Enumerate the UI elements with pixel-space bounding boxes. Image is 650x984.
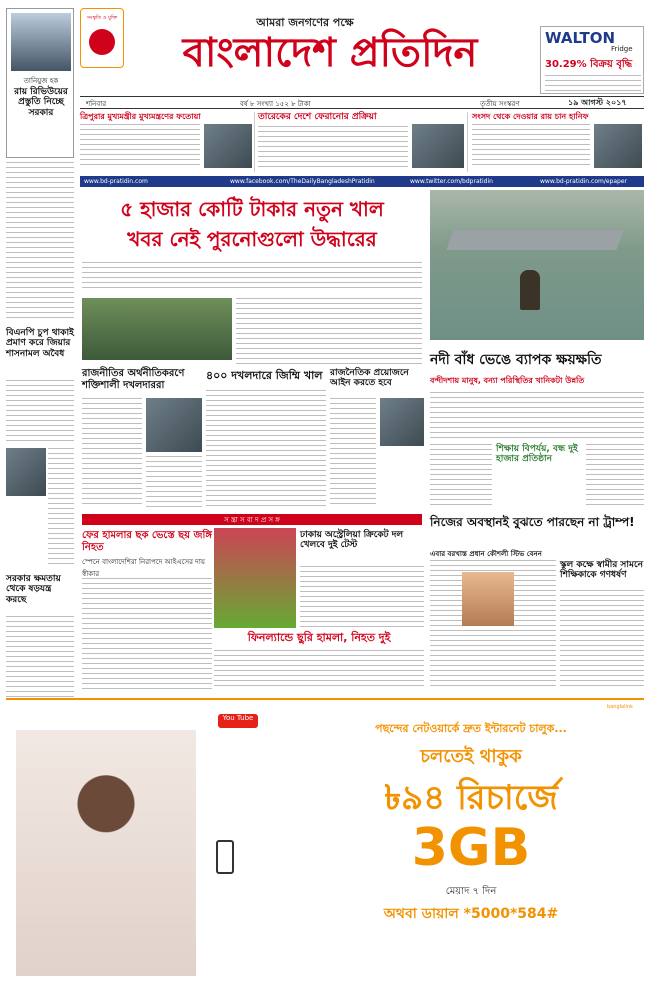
left-col-text-2 (6, 380, 74, 444)
ad-dial: অথবা ডায়াল *5000*584# (383, 906, 559, 922)
school-text (560, 590, 644, 690)
ad-name: তানিয়ুজ হক (23, 77, 59, 85)
khal-headline[interactable]: ৪০০ দখলদারে জিম্মি খাল (206, 369, 323, 382)
lead-body (236, 298, 422, 364)
spain-headline[interactable]: ফের হামলার ছক ভেস্তে ছয় জঙ্গি নিহত (82, 530, 212, 553)
badge-logo-icon (89, 29, 115, 55)
left-col-photo (6, 448, 46, 496)
finland-headline[interactable]: ফিনল্যান্ডে ছুরি হামলা, নিহত দুই (247, 631, 391, 644)
teaser-2-text (258, 126, 408, 168)
lead-headline-2[interactable]: খবর নেই পুরনোগুলো উদ্ধারের (127, 227, 377, 251)
model-photo (16, 730, 196, 976)
ad-tagline-2: চলতেই থাকুক (420, 746, 522, 767)
edition: তৃতীয় সংস্করণ (480, 100, 520, 108)
flood-text-2 (430, 444, 492, 508)
social-bar (80, 176, 644, 187)
education-text (586, 444, 644, 508)
education-headline[interactable]: শিক্ষায় বিপর্যয়, বন্ধ দুই হাজার প্রতিষ্ঠান (496, 444, 578, 465)
trump-photo (462, 572, 514, 626)
rob-photo (380, 398, 424, 446)
teaser-3-text (472, 124, 590, 168)
date-bar (80, 96, 644, 109)
school-headline[interactable]: স্কুল কক্ষে স্বামীর সামনে শিক্ষিকাকে গণধর্ষণ (560, 560, 643, 581)
teaser-1-headline: ত্রিপুরার মুখ্যমন্ত্রীর মুখ্যমন্ত্রণের ফতোয়া (80, 112, 201, 121)
trump-headline[interactable]: নিজের অবস্থানই বুঝতে পারছেন না ট্রাম্প! (430, 515, 635, 529)
cricket-text (300, 566, 424, 628)
teaser-3-photo (594, 124, 642, 168)
rob-text (330, 398, 376, 508)
walton-product: Fridge (611, 45, 633, 53)
facebook-link[interactable]: www.facebook.com/TheDailyBangladeshPratidin (230, 178, 375, 185)
teaser-2-photo (412, 124, 464, 168)
epaper-link[interactable]: www.bd-pratidin.com/epaper (540, 178, 627, 185)
lead-text (82, 262, 422, 292)
politician-photo (11, 13, 71, 71)
rob-headline[interactable]: রাজনৈতিক প্রয়োজনে আইন করতে হবে (330, 368, 409, 389)
flood-headline[interactable]: নদী বাঁধ ভেঙে ব্যাপক ক্ষয়ক্ষতি (430, 352, 602, 368)
left-col-text-1 (6, 162, 74, 322)
teaser-1-text (80, 124, 200, 168)
ad-data: 3GB (411, 818, 531, 878)
ad-tagline-1: পছন্দের নেটওয়ার্কে দ্রুত ইন্টারনেট চালুক... (375, 722, 567, 735)
spain-photo (214, 528, 296, 628)
twitter-link[interactable]: www.twitter.com/bdpratidin (410, 178, 493, 185)
teaser-1[interactable] (80, 112, 255, 172)
date: ১৯ আগস্ট ২০১৭ (568, 98, 627, 107)
issue-info: বর্ষ ৮ সংখ্যা ১৫২ ৮ টাকা (240, 100, 311, 108)
finland-text (214, 650, 424, 690)
walton-ad[interactable] (540, 26, 644, 94)
walton-logo: WALTON (545, 29, 616, 47)
walton-offer: 30.29% বিক্রয় বৃদ্ধি (545, 59, 633, 70)
politics-text-2 (146, 456, 202, 508)
spain-sub: স্পেনে বাংলাদেশিরা নিরাপদে আইএসের দায় স্বীকার (82, 558, 206, 578)
ad-headline: রায় রিভিউয়ের প্রস্তুতি নিচ্ছে সরকার (14, 87, 68, 118)
lead-headline-1[interactable]: ৫ হাজার কোটি টাকার নতুন খাল (120, 197, 384, 221)
ad-validity: মেয়াদ ৭ দিন (445, 886, 497, 897)
canal-photo (82, 298, 232, 360)
youtube-icon: You Tube (218, 714, 258, 728)
teaser-1-photo (204, 124, 252, 168)
badge-label: সংস্কৃতি ও যুক্তি (86, 15, 118, 21)
khal-text (206, 390, 326, 508)
teaser-3-headline: সংসদ থেকে দেওয়ার রায় চান হানিফ (472, 112, 589, 121)
brand-badge (80, 8, 124, 68)
website-link[interactable]: www.bd-pratidin.com (84, 178, 148, 185)
author-photo (146, 398, 202, 452)
spain-text (82, 578, 212, 690)
cricket-headline[interactable]: ঢাকায় অস্ট্রেলিয়া ক্রিকেট দল খেলবে দুই টেস্ট (300, 530, 404, 551)
flood-photo-person (520, 270, 540, 310)
ad-price: ৳৯৪ রিচার্জে (384, 778, 558, 818)
banglalink-ad[interactable] (6, 698, 644, 978)
left-col-text-3 (48, 448, 74, 568)
politics-headline[interactable]: রাজনীতির অর্থনীতিকরণে শক্তিশালী দখলদাররা (82, 368, 185, 391)
terror-band: স ন্ত্রা স বা দ প্র স ঙ্গ (82, 514, 422, 525)
left-ad[interactable] (6, 8, 74, 158)
phone-icon (216, 840, 234, 874)
teaser-3[interactable] (472, 112, 644, 172)
politics-text (82, 398, 142, 508)
trump-sub: এবার বরখাস্ত প্রধান কৌশলী স্টিভ বেনন (430, 550, 542, 558)
teaser-2[interactable] (258, 112, 468, 172)
flood-subhead[interactable]: বন্দীদশায় মানুষ, বন্যা পরিস্থিতির খানিকটা উন্নতি (430, 376, 585, 385)
flood-text (430, 392, 644, 440)
banglalink-logo: banglalink (607, 704, 633, 710)
flood-photo-roof (446, 230, 623, 250)
bnp-headline[interactable]: বিএনপি চুপ থাকাই প্রমাণ করে জিয়ার শাসনামল অবৈধ (6, 328, 74, 359)
day: শনিবার (86, 100, 107, 108)
govt-headline[interactable]: সরকার ক্ষমতায় থেকে ষড়যন্ত্র করছে (6, 574, 61, 605)
masthead-tagline: আমরা জনগণের পক্ষে (256, 16, 354, 29)
walton-text (545, 75, 641, 91)
flood-photo (430, 190, 644, 340)
masthead-title: বাংলাদেশ প্রতিদিন (182, 29, 478, 76)
teaser-2-headline: তারেকের দেশে ফেরানোর প্রক্রিয়া (258, 112, 377, 122)
